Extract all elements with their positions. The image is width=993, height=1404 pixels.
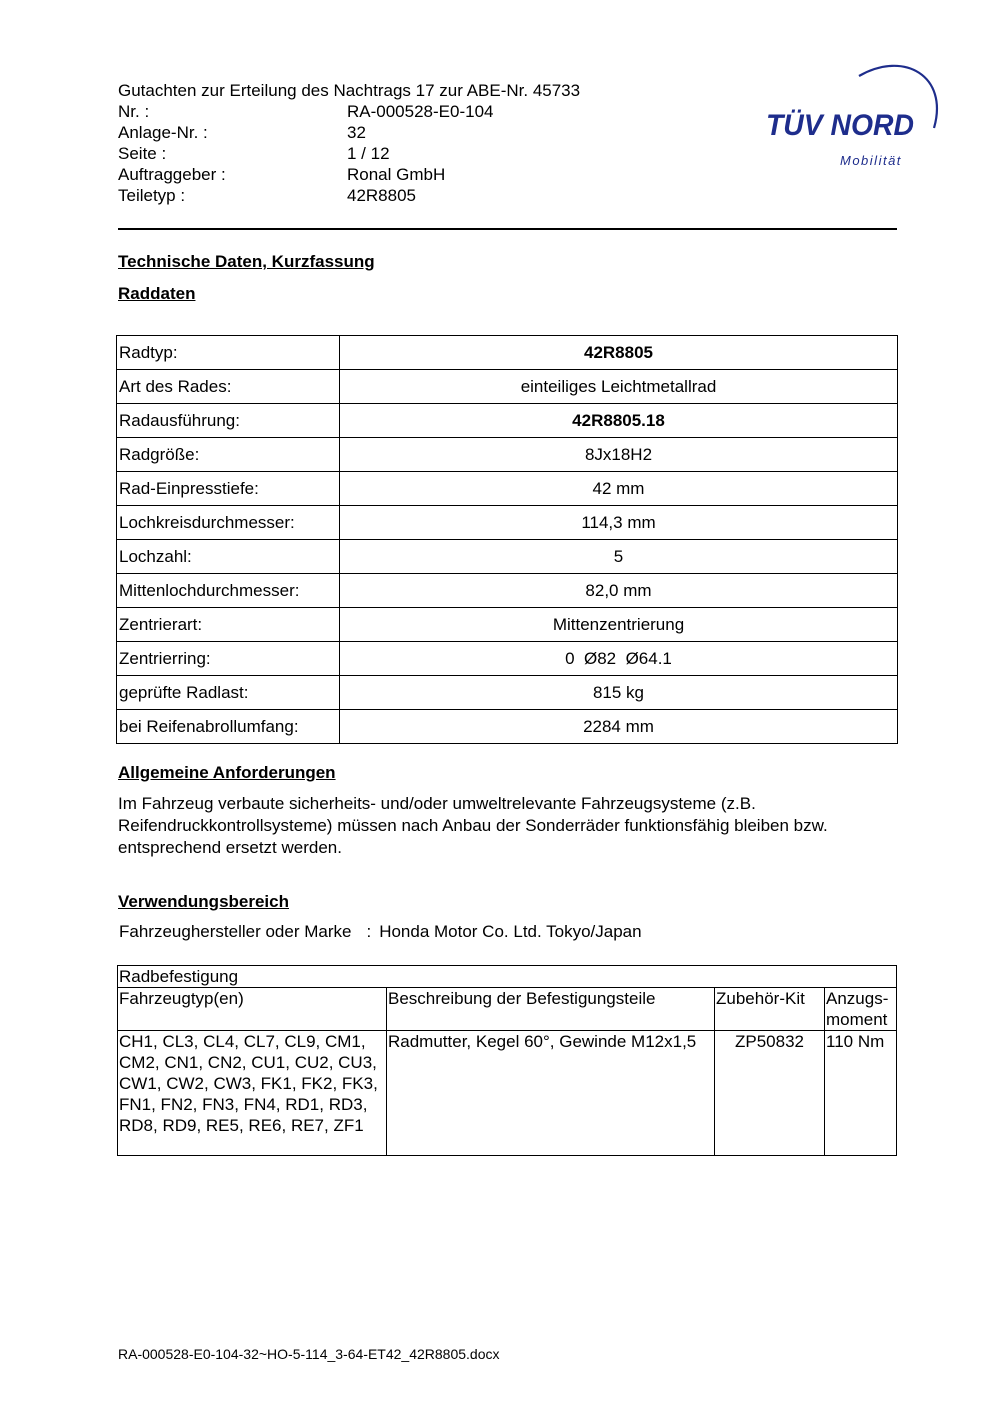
header-value: RA-000528-E0-104	[347, 102, 494, 121]
wheel-data-label: Lochzahl:	[117, 540, 340, 574]
wheel-data-label: Lochkreisdurchmesser:	[117, 506, 340, 540]
header-value: 42R8805	[347, 186, 417, 205]
wheel-data-label: geprüfte Radlast:	[117, 676, 340, 710]
wheel-data-label: bei Reifenabrollumfang:	[117, 710, 340, 744]
table-row	[117, 336, 898, 370]
document-header	[118, 80, 580, 206]
table-row	[117, 710, 898, 744]
wheel-data-value: Mittenzentrierung	[340, 608, 898, 642]
table-row	[117, 438, 898, 472]
vehicle-types-cell: CH1, CL3, CL4, CL7, CL9, CM1, CM2, CN1, CN2, CU1, CU2, CU3, CW1, CW2, CW3, FK1, FK2, FK3, FN1, FN2, FN3, FN4, RD1, RD3, RD8, RD9, RE5, RE6, RE7, ZF1	[118, 1031, 387, 1156]
header-row-teiletyp	[118, 185, 580, 206]
header-label: Seite :	[118, 144, 167, 163]
table-caption-row	[118, 966, 897, 988]
section-heading-wheel-data: Raddaten	[118, 284, 196, 303]
wheel-data-label: Mittenlochdurchmesser:	[117, 574, 340, 608]
maker-value: Honda Motor Co. Ltd. Tokyo/Japan	[379, 922, 642, 941]
wheel-data-value: 815 kg	[340, 676, 898, 710]
wheel-data-label: Radtyp:	[117, 336, 340, 370]
header-value: 1 / 12	[347, 144, 390, 163]
table-row	[117, 404, 898, 438]
wheel-data-value: einteiliges Leichtmetallrad	[340, 370, 898, 404]
logo-tagline-text: Mobilität	[840, 153, 902, 168]
section-heading-general: Allgemeine Anforderungen	[118, 763, 336, 782]
torque-cell: 110 Nm	[825, 1031, 897, 1156]
column-header-vehicle-types: Fahrzeugtyp(en)	[118, 988, 387, 1031]
header-value: 32	[347, 123, 366, 142]
column-header-torque: Anzugs-moment	[825, 988, 897, 1031]
table-row	[117, 472, 898, 506]
maker-separator: :	[366, 922, 372, 941]
table-row	[117, 676, 898, 710]
document-title: Gutachten zur Erteilung des Nachtrags 17 zur ABE-Nr. 45733	[118, 81, 581, 100]
wheel-data-label: Zentrierring:	[117, 642, 340, 676]
wheel-data-table	[116, 335, 898, 744]
wheel-data-value: 0 Ø82 Ø64.1	[340, 642, 898, 676]
table-row	[117, 370, 898, 404]
table-row	[117, 608, 898, 642]
header-label: Anlage-Nr. :	[118, 123, 208, 142]
wheel-data-value: 82,0 mm	[340, 574, 898, 608]
wheel-data-label: Art des Rades:	[117, 370, 340, 404]
table-row	[117, 506, 898, 540]
section-heading-usage: Verwendungsbereich	[118, 892, 289, 911]
header-row-seite	[118, 143, 580, 164]
wheel-data-label: Radgröße:	[117, 438, 340, 472]
fixing-table-caption: Radbefestigung	[118, 966, 897, 988]
table-row	[117, 540, 898, 574]
header-label: Teiletyp :	[118, 186, 186, 205]
wheel-data-value: 114,3 mm	[340, 506, 898, 540]
table-row	[118, 1031, 897, 1156]
maker-label: Fahrzeughersteller oder Marke	[119, 922, 352, 941]
wheel-data-label: Rad-Einpresstiefe:	[117, 472, 340, 506]
header-label: Auftraggeber :	[118, 165, 226, 184]
fixing-description-cell: Radmutter, Kegel 60°, Gewinde M12x1,5	[387, 1031, 715, 1156]
wheel-data-value: 2284 mm	[340, 710, 898, 744]
vehicle-maker-line	[119, 922, 642, 942]
document-footer: RA-000528-E0-104-32~HO-5-114_3-64-ET42_42R8805.docx	[118, 1346, 500, 1362]
header-row-nr	[118, 101, 580, 122]
accessory-kit-cell: ZP50832	[715, 1031, 825, 1156]
table-row	[117, 574, 898, 608]
column-header-description: Beschreibung der Befestigungsteile	[387, 988, 715, 1031]
wheel-fixing-table	[117, 965, 897, 1156]
table-row	[117, 642, 898, 676]
header-divider	[118, 228, 897, 230]
wheel-data-value: 8Jx18H2	[340, 438, 898, 472]
tuv-nord-logo	[764, 58, 944, 170]
header-row-auftraggeber	[118, 164, 580, 185]
wheel-data-value: 42R8805	[340, 336, 898, 370]
wheel-data-label: Zentrierart:	[117, 608, 340, 642]
column-header-accessory-kit: Zubehör-Kit	[715, 988, 825, 1031]
section-heading-technical: Technische Daten, Kurzfassung	[118, 252, 375, 271]
general-requirements-text: Im Fahrzeug verbaute sicherheits- und/oder umweltrelevante Fahrzeugsysteme (z.B. Reifendruckkontrollsysteme) müssen nach Anbau der Sonderräder funktionsfähig bleiben bzw. entsprechend ersetzt werden.	[118, 794, 828, 857]
header-label: Nr. :	[118, 102, 150, 121]
wheel-data-value: 5	[340, 540, 898, 574]
header-value: Ronal GmbH	[347, 165, 446, 184]
wheel-data-label: Radausführung:	[117, 404, 340, 438]
header-row-anlage	[118, 122, 580, 143]
wheel-data-value: 42 mm	[340, 472, 898, 506]
logo-brand-text: TÜV NORD	[766, 109, 914, 142]
wheel-data-value: 42R8805.18	[340, 404, 898, 438]
table-header-row	[118, 988, 897, 1031]
